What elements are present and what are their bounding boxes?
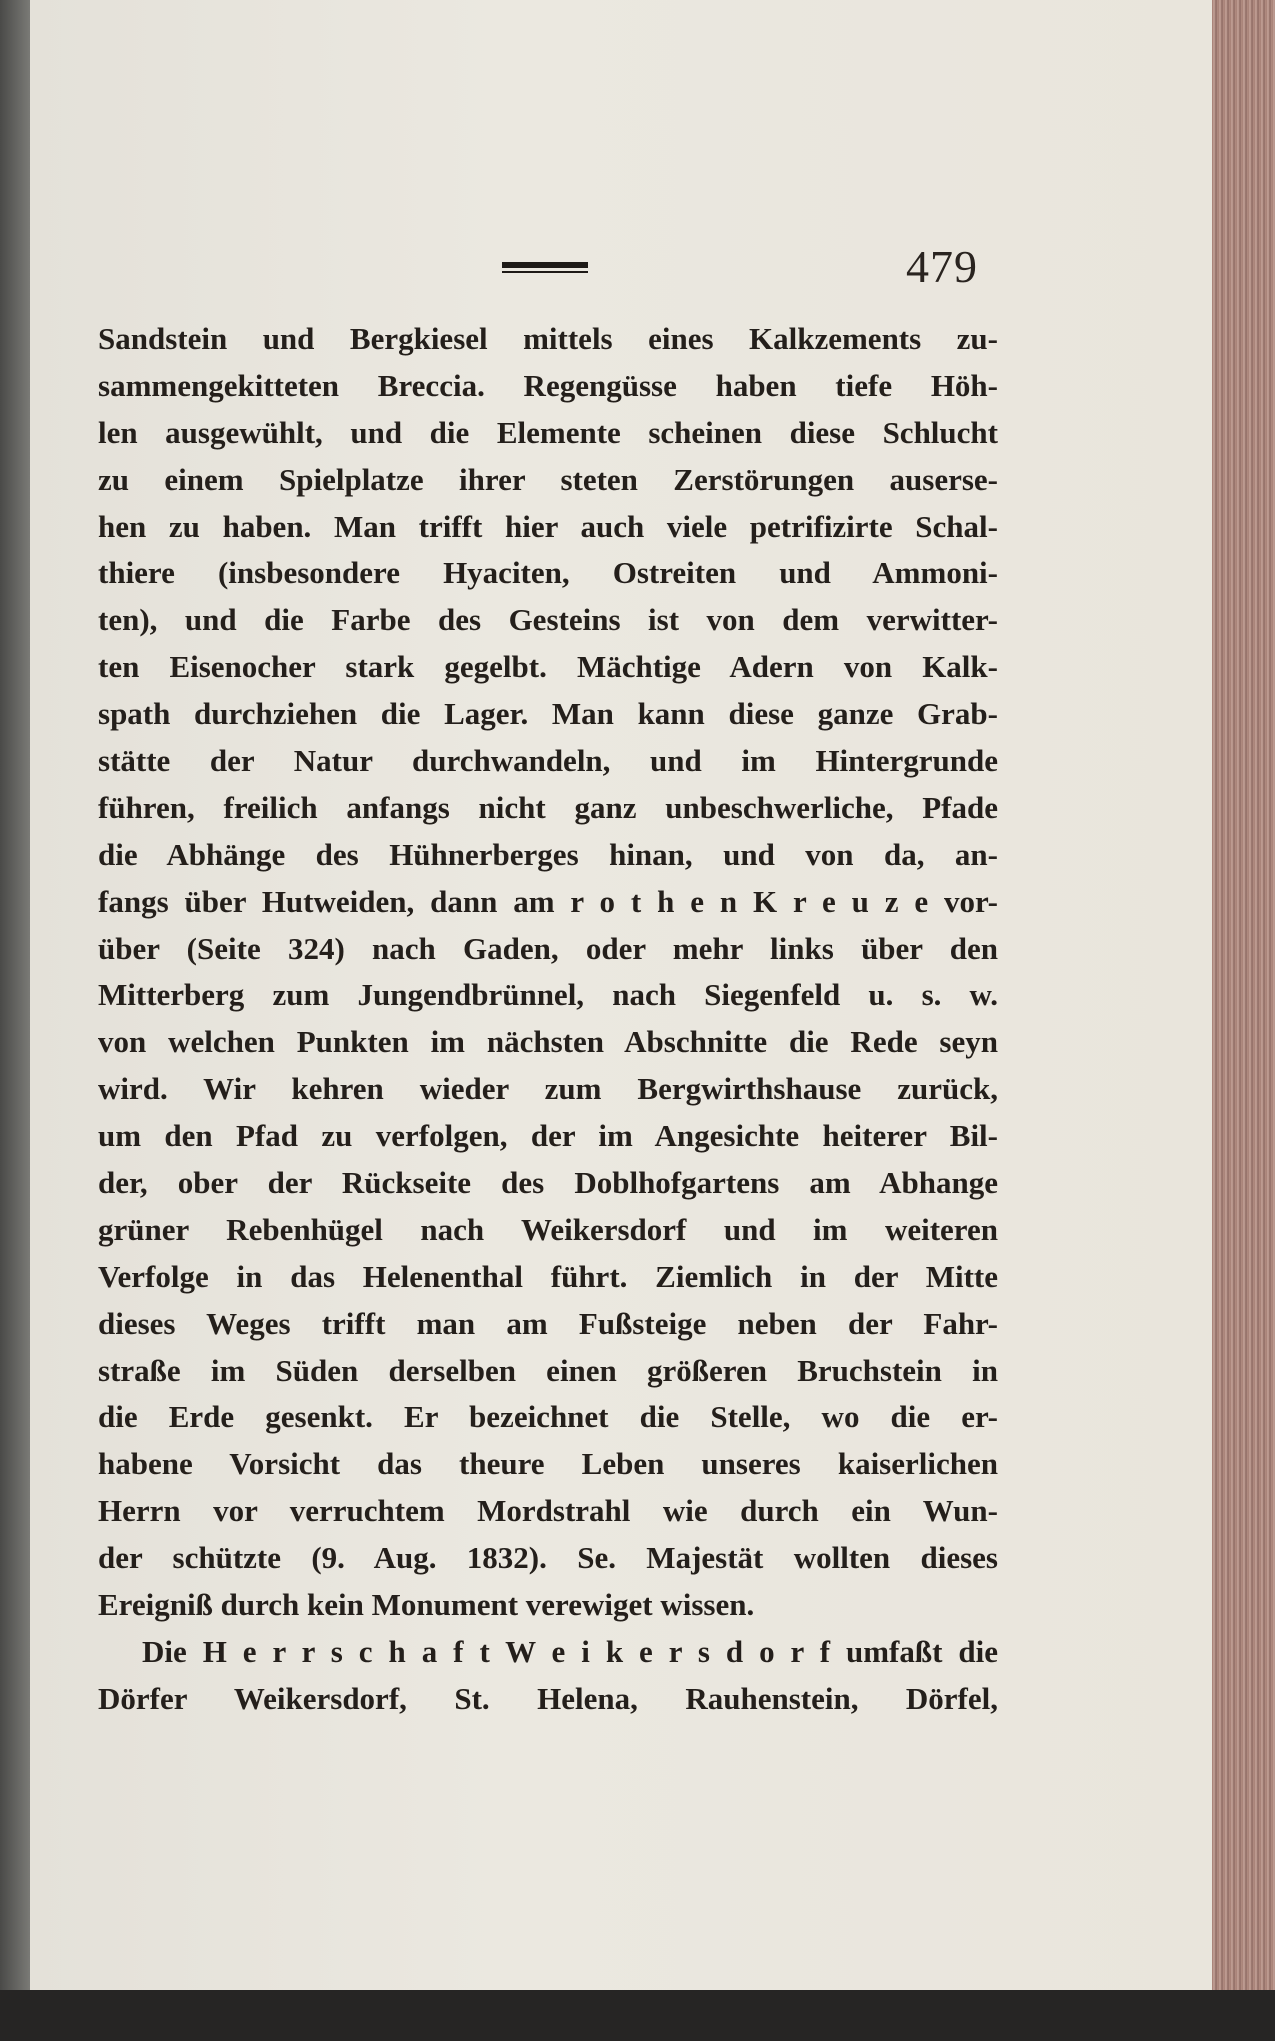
text-line: ten), und die Farbe des Gesteins ist von dem verwitter-: [98, 602, 998, 638]
text-line: die Abhänge des Hühnerberges hinan, und von da, an-: [98, 836, 998, 872]
text-line: Verfolge in das Helenenthal führt. Ziemlich in der Mitte: [98, 1258, 998, 1294]
text-line: sammengekitteten Breccia. Regengüsse haben tiefe Höh-: [98, 367, 998, 403]
text-line: die Erde gesenkt. Er bezeichnet die Stelle, wo die er-: [98, 1399, 998, 1435]
text-line: wird. Wir kehren wieder zum Bergwirthshause zurück,: [98, 1071, 998, 1107]
text-line: spath durchziehen die Lager. Man kann diese ganze Grab-: [98, 696, 998, 732]
text-line: von welchen Punkten im nächsten Abschnitte die Rede seyn: [98, 1024, 998, 1060]
text-line: Mitterberg zum Jungendbrünnel, nach Siegenfeld u. s. w.: [98, 977, 998, 1013]
paragraph-end-line: Ereigniß durch kein Monument verewiget wissen.: [98, 1587, 755, 1623]
text-line: zu einem Spielplatze ihrer steten Zerstörungen auserse-: [98, 461, 998, 497]
text-line: thiere (insbesondere Hyaciten, Ostreiten und Ammoni-: [98, 555, 998, 591]
text-line: Herrn vor verruchtem Mordstrahl wie durch ein Wun-: [98, 1493, 998, 1529]
paragraph-start-line: Die H e r r s c h a f t W e i k e r s d o r f umfaßt die: [142, 1633, 998, 1669]
text-line: hen zu haben. Man trifft hier auch viele petrifizirte Schal-: [98, 508, 998, 544]
text-line: der schützte (9. Aug. 1832). Se. Majestät wollten dieses: [98, 1540, 998, 1576]
text-line: über (Seite 324) nach Gaden, oder mehr links über den: [98, 930, 998, 966]
text-line: ten Eisenocher stark gegelbt. Mächtige Adern von Kalk-: [98, 649, 998, 685]
header-rule: [502, 262, 588, 268]
text-line: dieses Weges trifft man am Fußsteige neben der Fahr-: [98, 1305, 998, 1341]
text-line: führen, freilich anfangs nicht ganz unbeschwerliche, Pfade: [98, 789, 998, 825]
scan-bottom-edge: [0, 1990, 1275, 2041]
header-rule-thin: [502, 271, 588, 273]
scan-left-edge: [0, 0, 30, 1990]
text-line: stätte der Natur durchwandeln, und im Hintergrunde: [98, 743, 998, 779]
text-line: der, ober der Rückseite des Doblhofgartens am Abhange: [98, 1165, 998, 1201]
text-line: straße im Süden derselben einen größeren Bruchstein in: [98, 1352, 998, 1388]
book-page-edges: [1212, 0, 1275, 1990]
text-line: Dörfer Weikersdorf, St. Helena, Rauhenstein, Dörfel,: [98, 1680, 998, 1716]
page-number: 479: [906, 241, 978, 292]
text-line: fangs über Hutweiden, dann am r o t h e n K r e u z e vor-: [98, 883, 998, 919]
text-line: len ausgewühlt, und die Elemente scheinen diese Schlucht: [98, 414, 998, 450]
text-line: habene Vorsicht das theure Leben unseres kaiserlichen: [98, 1446, 998, 1482]
text-line: grüner Rebenhügel nach Weikersdorf und im weiteren: [98, 1211, 998, 1247]
text-line: um den Pfad zu verfolgen, der im Angesichte heiterer Bil-: [98, 1118, 998, 1154]
text-line: Sandstein und Bergkiesel mittels eines Kalkzements zu-: [98, 321, 998, 356]
body-text: [98, 316, 998, 1723]
